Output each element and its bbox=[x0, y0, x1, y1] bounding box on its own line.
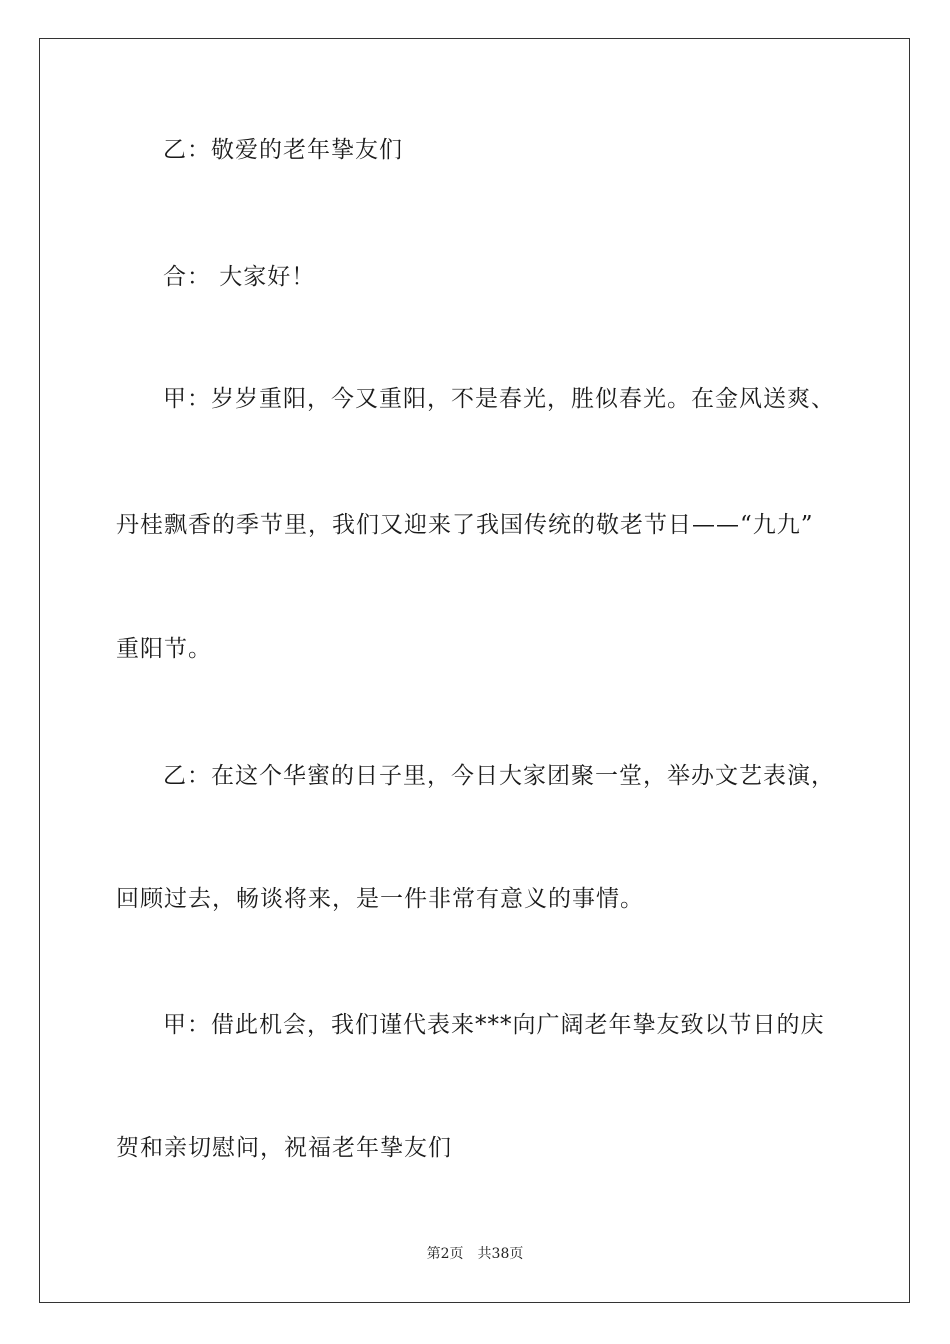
paragraph-line-5: 重阳节。 bbox=[116, 636, 212, 662]
paragraph-line-7: 回顾过去，畅谈将来，是一件非常有意义的事情。 bbox=[116, 886, 644, 912]
page-border bbox=[39, 38, 910, 1303]
total-pages: 共38页 bbox=[477, 1246, 524, 1262]
paragraph-line-8: 甲：借此机会，我们谨代表来***向广阔老年挚友致以节日的庆 bbox=[163, 1012, 825, 1038]
paragraph-line-4: 丹桂飘香的季节里，我们又迎来了我国传统的敬老节日——“九九” bbox=[116, 512, 814, 538]
page-number: 第2页 bbox=[426, 1246, 464, 1262]
paragraph-line-6: 乙：在这个华蜜的日子里，今日大家团聚一堂，举办文艺表演， bbox=[163, 763, 835, 789]
paragraph-line-3: 甲：岁岁重阳，今又重阳，不是春光，胜似春光。在金风送爽、 bbox=[163, 386, 835, 412]
paragraph-line-2: 合： 大家好！ bbox=[163, 264, 316, 290]
paragraph-line-9: 贺和亲切慰问，祝福老年挚友们 bbox=[116, 1135, 452, 1161]
paragraph-line-1: 乙：敬爱的老年挚友们 bbox=[163, 137, 403, 163]
page-footer bbox=[0, 1245, 950, 1263]
